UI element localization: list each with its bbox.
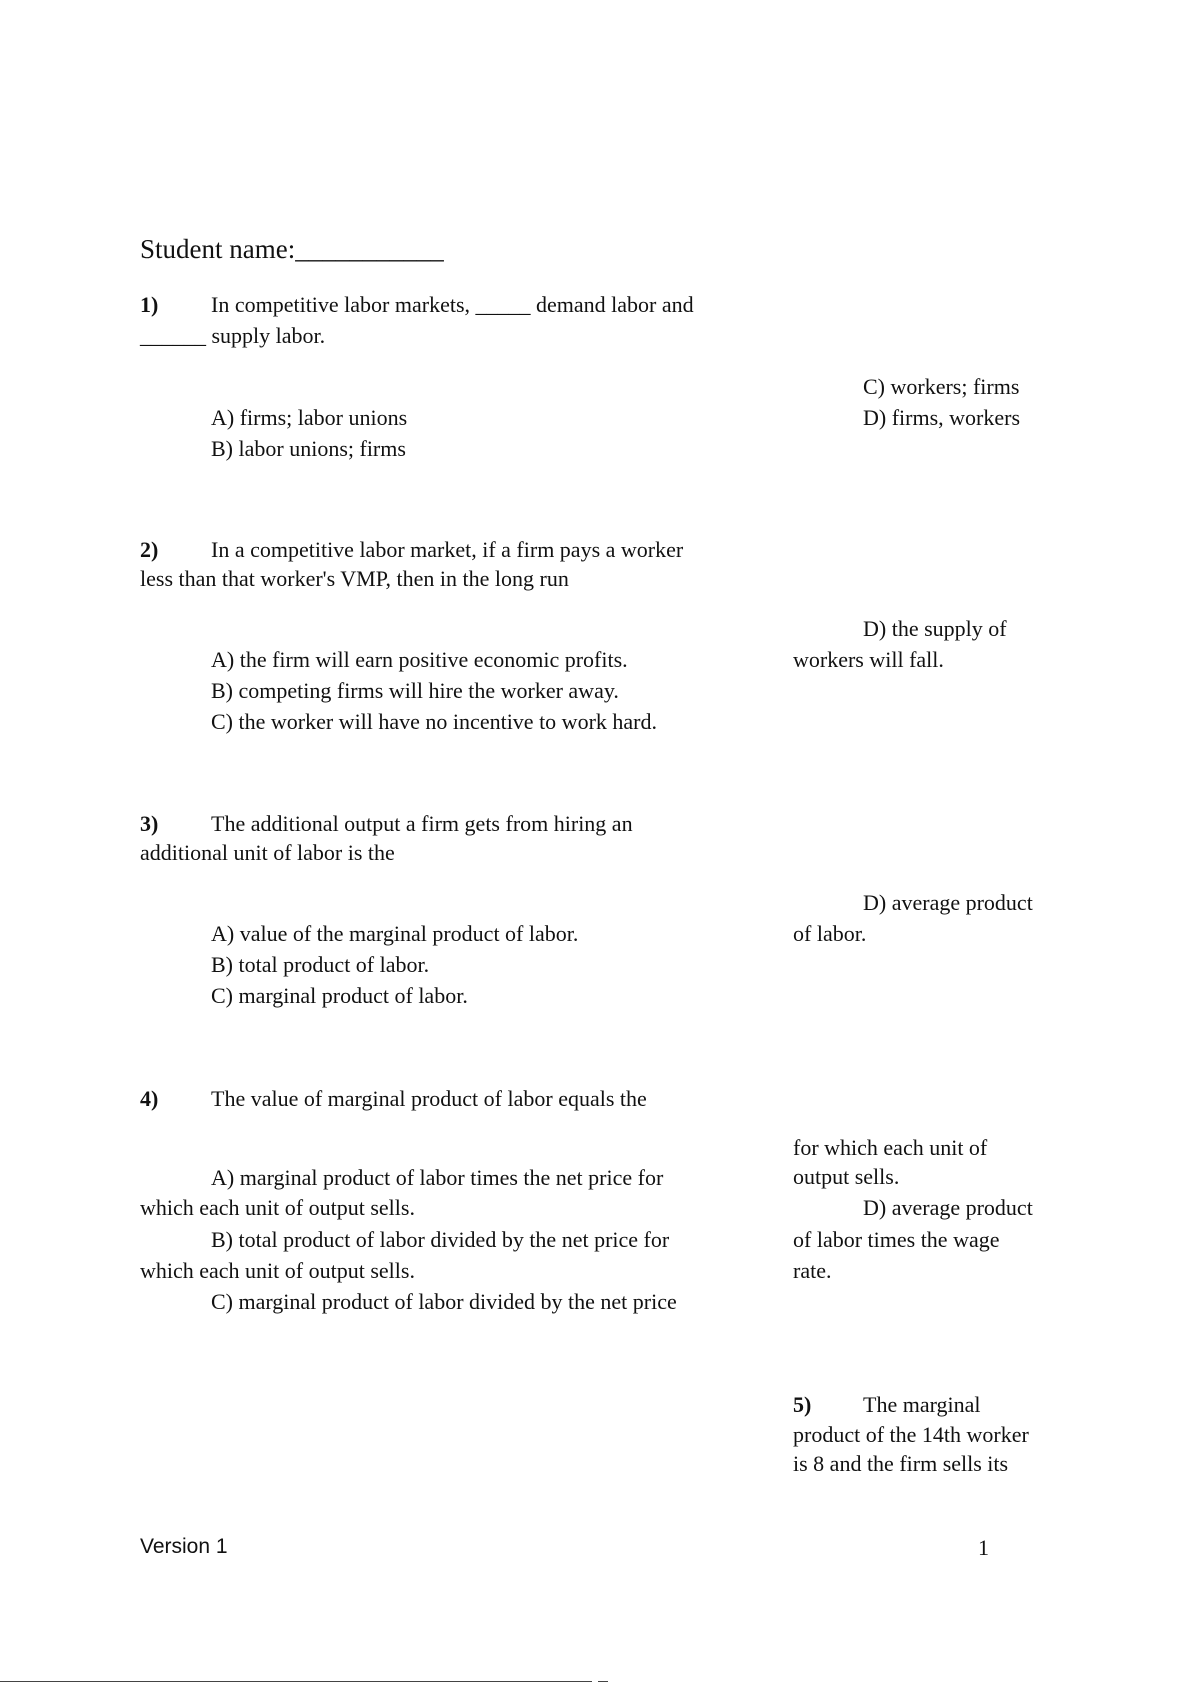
answer-option-c: C) marginal product of labor divided by the net price: [211, 1289, 677, 1314]
answer-option-d-continued: of labor.: [793, 921, 867, 946]
question-stem: less than that worker's VMP, then in the long run: [140, 566, 569, 591]
answer-option-c-continued: output sells.: [793, 1164, 900, 1189]
question-stem: ______ supply labor.: [140, 323, 326, 348]
answer-option-b: B) competing firms will hire the worker away.: [211, 678, 619, 703]
answer-option-c-continued: for which each unit of: [793, 1135, 988, 1160]
question-stem: The additional output a firm gets from hiring an: [211, 811, 633, 836]
answer-option-a: A) the firm will earn positive economic profits.: [211, 647, 628, 672]
answer-option-b: B) total product of labor.: [211, 952, 430, 977]
answer-option-d: D) average product: [863, 1195, 1033, 1220]
question-stem: The marginal: [863, 1392, 981, 1417]
answer-option-a: A) firms; labor unions: [211, 405, 408, 430]
answer-option-a-continued: which each unit of output sells.: [140, 1195, 415, 1220]
student-name-label: Student name:___________: [140, 234, 444, 264]
answer-option-b-continued: which each unit of output sells.: [140, 1258, 415, 1283]
question-stem: In competitive labor markets, _____ demand labor and: [211, 292, 694, 317]
question-number: 2): [140, 537, 159, 562]
answer-option-a: A) value of the marginal product of labor.: [211, 921, 579, 946]
answer-option-b: B) total product of labor divided by the net price for: [211, 1227, 670, 1252]
question-stem: In a competitive labor market, if a firm pays a worker: [211, 537, 684, 562]
question-number: 1): [140, 292, 159, 317]
question-number: 5): [793, 1392, 812, 1417]
answer-option-c: C) workers; firms: [863, 374, 1020, 399]
answer-option-d: D) average product: [863, 890, 1033, 915]
page-bottom-divider-tick: [598, 1681, 608, 1682]
question-number: 3): [140, 811, 159, 836]
answer-option-a: A) marginal product of labor times the net price for: [211, 1165, 664, 1190]
page-bottom-divider: [0, 1681, 592, 1682]
question-stem: additional unit of labor is the: [140, 840, 395, 865]
answer-option-d-continued: rate.: [793, 1258, 832, 1283]
answer-option-b: B) labor unions; firms: [211, 436, 406, 461]
answer-option-d: D) firms, workers: [863, 405, 1021, 430]
footer-version: Version 1: [140, 1535, 228, 1558]
question-stem: product of the 14th worker: [793, 1422, 1029, 1447]
answer-option-d-continued: of labor times the wage: [793, 1227, 1000, 1252]
question-number: 4): [140, 1086, 159, 1111]
question-stem: The value of marginal product of labor equals the: [211, 1086, 647, 1111]
page-number: 1: [978, 1535, 989, 1560]
answer-option-c: C) marginal product of labor.: [211, 983, 468, 1008]
answer-option-d: D) the supply of: [863, 616, 1007, 641]
answer-option-d-continued: workers will fall.: [793, 647, 944, 672]
answer-option-c: C) the worker will have no incentive to work hard.: [211, 709, 657, 734]
question-stem: is 8 and the firm sells its: [793, 1451, 1009, 1476]
